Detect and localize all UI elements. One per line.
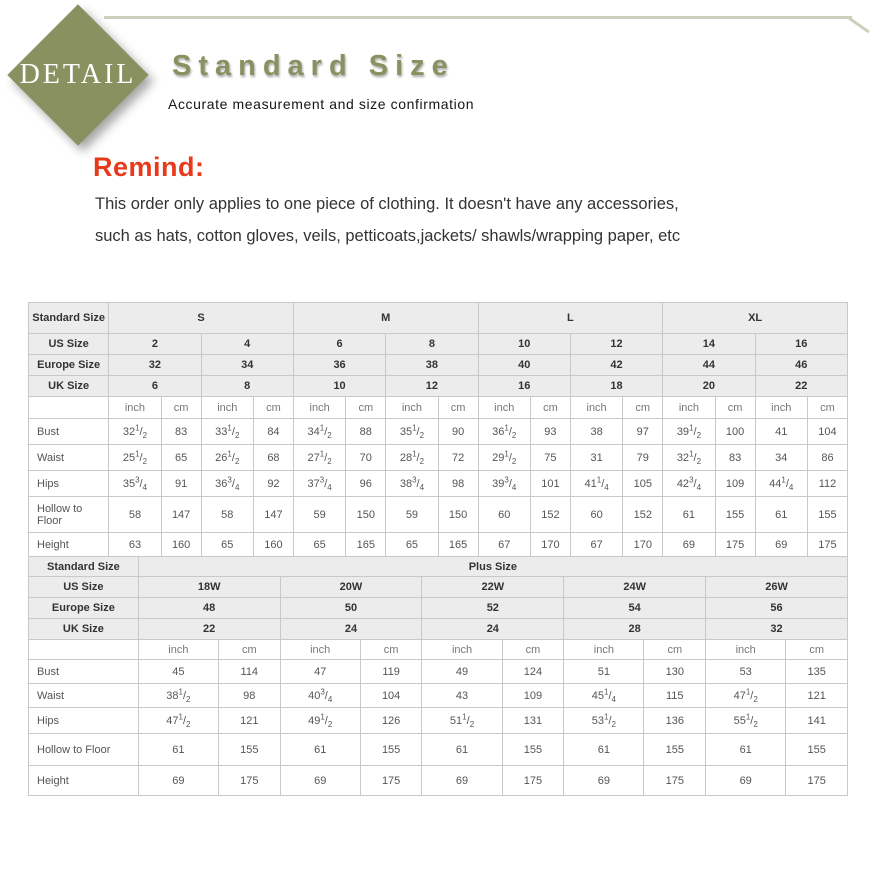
measure-label-cell: Hips [29,471,109,497]
us-size-cell: 4 [201,334,293,355]
europe-size-cell: 46 [755,355,847,376]
measure-value-cell: 97 [623,419,663,445]
uk-size-cell: 20 [663,376,755,397]
europe-size-cell: 36 [293,355,385,376]
measure-value-cell: 121 [219,708,281,734]
measure-value-cell: 175 [360,766,422,796]
unit-row-label [29,397,109,419]
measure-value-cell: 170 [623,533,663,557]
table-row [29,355,848,376]
measure-value-cell: $40^3/_4$ [280,684,360,708]
measure-label-cell: Waist [29,445,109,471]
measure-value-cell: 112 [807,471,847,497]
table-row [29,471,848,497]
europe-size-cell: 34 [201,355,293,376]
measure-value-cell: $37^3/_4$ [293,471,345,497]
measure-value-cell: 51 [564,660,644,684]
measure-value-cell: $25^1/_2$ [109,445,161,471]
unit-inch-cell: inch [564,640,644,660]
measure-value-cell: 121 [786,684,848,708]
measure-value-cell: 96 [346,471,386,497]
measure-value-cell: 60 [478,497,530,533]
unit-cm-cell: cm [360,640,422,660]
uk-size-cell: 18 [570,376,662,397]
uk-size-cell: 22 [138,619,280,640]
remind-title: Remind: [93,152,205,182]
us-size-cell: 16 [755,334,847,355]
unit-cm-cell: cm [346,397,386,419]
measure-value-cell: $36^3/_4$ [201,471,253,497]
table-row [29,557,848,577]
us-size-cell: 12 [570,334,662,355]
measure-value-cell: 175 [644,766,706,796]
measure-value-cell: 49 [422,660,502,684]
uk-size-cell: 24 [280,619,422,640]
measure-value-cell: 175 [219,766,281,796]
measure-value-cell: $28^1/_2$ [386,445,438,471]
table-row [29,533,848,557]
measure-label-cell: Hollow to Floor [29,497,109,533]
measure-value-cell: 31 [570,445,622,471]
page-subtitle: Accurate measurement and size confirmation [168,96,475,112]
unit-inch-cell: inch [201,397,253,419]
unit-inch-cell: inch [663,397,715,419]
measure-label-cell: Bust [29,660,139,684]
measure-value-cell: $32^1/_2$ [109,419,161,445]
uk-size-cell: 22 [755,376,847,397]
table-row [29,419,848,445]
unit-inch-cell: inch [280,640,360,660]
uk-size-cell: 28 [564,619,706,640]
measure-value-cell: $49^1/_2$ [280,708,360,734]
measure-label-cell: Height [29,533,109,557]
measure-value-cell: 105 [623,471,663,497]
measure-value-cell: 147 [253,497,293,533]
measure-value-cell: $39^3/_4$ [478,471,530,497]
measure-value-cell: 69 [663,533,715,557]
measure-value-cell: 61 [755,497,807,533]
measure-value-cell: 45 [138,660,218,684]
size-tables [28,302,848,796]
us-size-cell: 26W [706,577,848,598]
measure-value-cell: 67 [478,533,530,557]
us-size-cell: 20W [280,577,422,598]
uk-size-cell: 6 [109,376,201,397]
unit-cm-cell: cm [644,640,706,660]
measure-value-cell: $42^3/_4$ [663,471,715,497]
unit-inch-cell: inch [755,397,807,419]
measure-value-cell: 135 [786,660,848,684]
uk-size-cell: 10 [293,376,385,397]
europe-size-cell: 32 [109,355,201,376]
table-row [29,660,848,684]
measure-label-cell: Hips [29,708,139,734]
measure-value-cell: 175 [502,766,564,796]
measure-value-cell: 67 [570,533,622,557]
measure-value-cell: 155 [502,734,564,766]
measure-value-cell: 155 [360,734,422,766]
measure-value-cell: 126 [360,708,422,734]
measure-value-cell: $55^1/_2$ [706,708,786,734]
measure-value-cell: 63 [109,533,161,557]
measure-value-cell: 152 [530,497,570,533]
unit-inch-cell: inch [422,640,502,660]
corner-cell: Standard Size [29,557,139,577]
measure-value-cell: 114 [219,660,281,684]
measure-value-cell: 69 [138,766,218,796]
europe-size-cell: 52 [422,598,564,619]
title-block [168,50,475,112]
measure-value-cell: 90 [438,419,478,445]
europe-size-cell: 38 [386,355,478,376]
measure-value-cell: 104 [807,419,847,445]
europe-size-cell: 50 [280,598,422,619]
measure-value-cell: 141 [786,708,848,734]
measure-value-cell: 175 [715,533,755,557]
measure-value-cell: 34 [755,445,807,471]
unit-cm-cell: cm [807,397,847,419]
europe-size-cell: 56 [706,598,848,619]
table-row [29,684,848,708]
measure-value-cell: 155 [715,497,755,533]
unit-cm-cell: cm [623,397,663,419]
measure-value-cell: 170 [530,533,570,557]
us-size-cell: 22W [422,577,564,598]
uk-size-cell: 12 [386,376,478,397]
unit-cm-cell: cm [438,397,478,419]
detail-badge [8,5,148,145]
measure-value-cell: 47 [280,660,360,684]
measure-value-cell: 59 [293,497,345,533]
measure-value-cell: 61 [564,734,644,766]
europe-size-cell: 48 [138,598,280,619]
table-row [29,376,848,397]
table-row [29,598,848,619]
measure-value-cell: 131 [502,708,564,734]
uk-size-cell: 24 [422,619,564,640]
measure-value-cell: $36^1/_2$ [478,419,530,445]
table-row [29,708,848,734]
us-size-cell: 2 [109,334,201,355]
unit-inch-cell: inch [706,640,786,660]
measure-value-cell: 65 [293,533,345,557]
europe-size-row-label: Europe Size [29,598,139,619]
measure-value-cell: 124 [502,660,564,684]
measure-value-cell: 147 [161,497,201,533]
measure-value-cell: 84 [253,419,293,445]
measure-value-cell: 68 [253,445,293,471]
measure-label-cell: Bust [29,419,109,445]
unit-inch-cell: inch [293,397,345,419]
measure-value-cell: 160 [161,533,201,557]
measure-value-cell: $44^1/_4$ [755,471,807,497]
standard-size-table [28,302,848,557]
measure-value-cell: 104 [360,684,422,708]
measure-value-cell: $41^1/_4$ [570,471,622,497]
measure-value-cell: 61 [138,734,218,766]
measure-value-cell: $38^3/_4$ [386,471,438,497]
unit-cm-cell: cm [715,397,755,419]
measure-value-cell: 155 [219,734,281,766]
uk-size-cell: 32 [706,619,848,640]
us-size-cell: 24W [564,577,706,598]
table-row [29,303,848,334]
measure-value-cell: 61 [422,734,502,766]
us-size-cell: 18W [138,577,280,598]
measure-value-cell: 70 [346,445,386,471]
measure-value-cell: 43 [422,684,502,708]
decorative-line [104,16,852,19]
unit-inch-cell: inch [109,397,161,419]
measure-value-cell: 83 [715,445,755,471]
measure-value-cell: 79 [623,445,663,471]
us-size-cell: 10 [478,334,570,355]
size-group-header-cell: S [109,303,294,334]
measure-value-cell: $27^1/_2$ [293,445,345,471]
size-group-header-cell: M [293,303,478,334]
measure-value-cell: $35^1/_2$ [386,419,438,445]
measure-label-cell: Height [29,766,139,796]
measure-value-cell: 93 [530,419,570,445]
table-row [29,334,848,355]
measure-value-cell: 61 [663,497,715,533]
measure-value-cell: $35^3/_4$ [109,471,161,497]
corner-cell: Standard Size [29,303,109,334]
measure-value-cell: $34^1/_2$ [293,419,345,445]
measure-value-cell: 100 [715,419,755,445]
measure-value-cell: 101 [530,471,570,497]
measure-value-cell: 115 [644,684,706,708]
measure-value-cell: 109 [502,684,564,708]
decorative-line-tick [848,17,869,33]
uk-size-cell: 8 [201,376,293,397]
measure-value-cell: $33^1/_2$ [201,419,253,445]
table-row [29,734,848,766]
measure-value-cell: 165 [346,533,386,557]
unit-cm-cell: cm [253,397,293,419]
table-row [29,497,848,533]
measure-value-cell: 175 [786,766,848,796]
size-group-header-cell: XL [663,303,848,334]
unit-inch-cell: inch [138,640,218,660]
measure-value-cell: 61 [706,734,786,766]
measure-value-cell: 130 [644,660,706,684]
measure-value-cell: 155 [644,734,706,766]
measure-value-cell: $26^1/_2$ [201,445,253,471]
measure-value-cell: 58 [201,497,253,533]
unit-inch-cell: inch [478,397,530,419]
measure-value-cell: 38 [570,419,622,445]
unit-inch-cell: inch [570,397,622,419]
unit-cm-cell: cm [161,397,201,419]
measure-value-cell: $47^1/_2$ [138,708,218,734]
measure-value-cell: 109 [715,471,755,497]
measure-value-cell: 160 [253,533,293,557]
unit-row-label [29,640,139,660]
unit-cm-cell: cm [530,397,570,419]
plus-size-table [28,556,848,796]
measure-value-cell: 53 [706,660,786,684]
europe-size-cell: 54 [564,598,706,619]
measure-value-cell: 155 [786,734,848,766]
table-row [29,619,848,640]
detail-badge-label: DETAIL [19,59,137,90]
remind-line-2: such as hats, cotton gloves, veils, petticoats,jackets/ shawls/wrapping paper, etc [95,227,681,245]
measure-value-cell: 72 [438,445,478,471]
measure-value-cell: 65 [386,533,438,557]
us-size-cell: 6 [293,334,385,355]
table-row [29,445,848,471]
us-size-cell: 14 [663,334,755,355]
measure-value-cell: 83 [161,419,201,445]
measure-value-cell: 58 [109,497,161,533]
page-title: Standard Size [172,50,455,82]
measure-value-cell: 61 [280,734,360,766]
measure-value-cell: 59 [386,497,438,533]
europe-size-row-label: Europe Size [29,355,109,376]
unit-cm-cell: cm [219,640,281,660]
measure-value-cell: 150 [438,497,478,533]
measure-value-cell: 91 [161,471,201,497]
measure-value-cell: 136 [644,708,706,734]
measure-value-cell: 152 [623,497,663,533]
us-size-row-label: US Size [29,577,139,598]
europe-size-cell: 40 [478,355,570,376]
measure-value-cell: 65 [161,445,201,471]
table-row [29,577,848,598]
measure-value-cell: 98 [438,471,478,497]
measure-value-cell: $51^1/_2$ [422,708,502,734]
measure-value-cell: $45^1/_4$ [564,684,644,708]
measure-value-cell: $53^1/_2$ [564,708,644,734]
measure-value-cell: 150 [346,497,386,533]
measure-value-cell: 155 [807,497,847,533]
us-size-row-label: US Size [29,334,109,355]
measure-value-cell: 88 [346,419,386,445]
measure-value-cell: 69 [564,766,644,796]
measure-value-cell: $39^1/_2$ [663,419,715,445]
table-row [29,766,848,796]
measure-value-cell: $38^1/_2$ [138,684,218,708]
remind-line-1: This order only applies to one piece of clothing. It doesn't have any accessories, [95,195,679,213]
uk-size-row-label: UK Size [29,376,109,397]
measure-value-cell: 92 [253,471,293,497]
uk-size-row-label: UK Size [29,619,139,640]
measure-value-cell: 175 [807,533,847,557]
measure-value-cell: $32^1/_2$ [663,445,715,471]
unit-inch-cell: inch [386,397,438,419]
measure-value-cell: 165 [438,533,478,557]
unit-cm-cell: cm [502,640,564,660]
measure-value-cell: $29^1/_2$ [478,445,530,471]
table-row [29,640,848,660]
unit-cm-cell: cm [786,640,848,660]
remind-section [93,152,823,247]
measure-value-cell: 69 [280,766,360,796]
measure-value-cell: 75 [530,445,570,471]
measure-value-cell: 69 [422,766,502,796]
measure-label-cell: Waist [29,684,139,708]
us-size-cell: 8 [386,334,478,355]
europe-size-cell: 42 [570,355,662,376]
plus-size-header-cell: Plus Size [138,557,847,577]
measure-label-cell: Hollow to Floor [29,734,139,766]
measure-value-cell: 119 [360,660,422,684]
uk-size-cell: 16 [478,376,570,397]
table-row [29,397,848,419]
measure-value-cell: 65 [201,533,253,557]
measure-value-cell: 60 [570,497,622,533]
measure-value-cell: 98 [219,684,281,708]
size-group-header-cell: L [478,303,663,334]
measure-value-cell: 69 [706,766,786,796]
measure-value-cell: 41 [755,419,807,445]
measure-value-cell: 69 [755,533,807,557]
measure-value-cell: 86 [807,445,847,471]
europe-size-cell: 44 [663,355,755,376]
measure-value-cell: $47^1/_2$ [706,684,786,708]
